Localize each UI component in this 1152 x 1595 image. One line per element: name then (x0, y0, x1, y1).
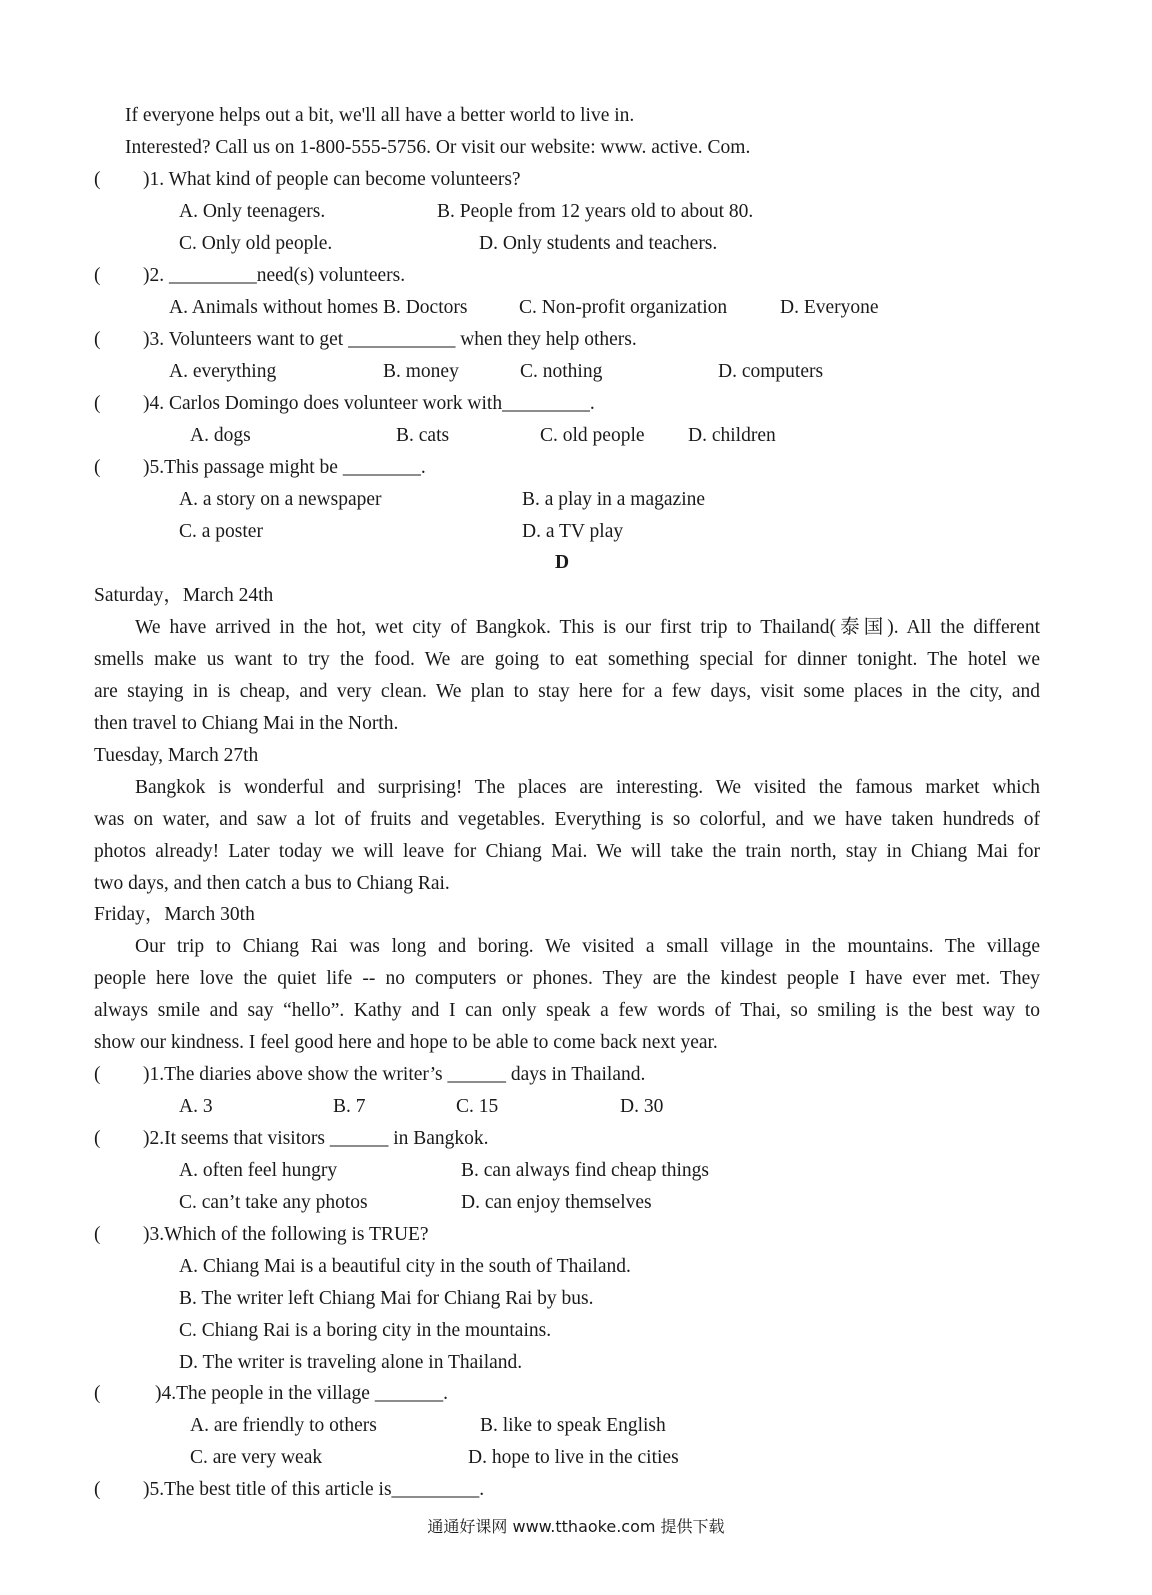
option: B. can always find cheap things (461, 1160, 710, 1181)
option: C. Chiang Rai is a boring city in the mountains. (179, 1320, 552, 1341)
diary-line: then travel to Chiang Mai in the North. (94, 713, 399, 734)
option: B. like to speak English (480, 1415, 666, 1436)
option: D. The writer is traveling alone in Thailand. (179, 1352, 523, 1373)
option: D. children (688, 425, 776, 446)
option: A. Animals without homes B. Doctors (169, 297, 468, 318)
diary-line: We have arrived in the hot, wet city of Bangkok. This is our first trip to Thailand(泰国). All the different (135, 617, 1040, 638)
diary-line: smells make us want to try the food. We are going to eat something special for dinner tonight. The hotel we (94, 649, 1040, 670)
answer-bracket: ( (94, 393, 101, 414)
question-stem: )4.The people in the village _______. (155, 1383, 448, 1404)
option: C. nothing (520, 361, 603, 382)
question-stem: )3. Volunteers want to get ___________ when they help others. (143, 329, 637, 350)
diary-line: always smile and say “hello”. Kathy and I can only speak a few words of Thai, so smiling is the best way to (94, 1000, 1040, 1021)
diary-line: was on water, and saw a lot of fruits and vegetables. Everything is so colorful, and we have taken hundreds of (94, 809, 1040, 830)
answer-bracket: ( (94, 1128, 101, 1149)
section-heading: D (555, 552, 570, 573)
option: D. 30 (620, 1096, 664, 1117)
question-stem: )4. Carlos Domingo does volunteer work with_________. (143, 393, 595, 414)
option: D. computers (718, 361, 824, 382)
diary-line: show our kindness. I feel good here and hope to be able to come back next year. (94, 1032, 718, 1053)
answer-bracket: ( (94, 265, 101, 286)
option: B. money (383, 361, 459, 382)
diary-line: photos already! Later today we will leave for Chiang Mai. We will take the train north, stay in Chiang Mai for (94, 841, 1040, 862)
answer-bracket: ( (94, 1064, 101, 1085)
answer-bracket: ( (94, 329, 101, 350)
question-stem: )5.The best title of this article is_________. (143, 1479, 485, 1500)
diary-line: two days, and then catch a bus to Chiang Rai. (94, 873, 450, 894)
question-stem: )1. What kind of people can become volunteers? (143, 169, 521, 190)
option: C. Non-profit organization (519, 297, 728, 318)
option: A. 3 (179, 1096, 213, 1117)
diary-date: Tuesday, March 27th (94, 745, 259, 766)
option: B. 7 (333, 1096, 366, 1117)
option: A. everything (169, 361, 277, 382)
question-stem: )3.Which of the following is TRUE? (143, 1224, 429, 1245)
option: B. cats (396, 425, 450, 446)
option: C. a poster (179, 521, 263, 542)
option: C. 15 (456, 1096, 499, 1117)
option: A. a story on a newspaper (179, 489, 382, 510)
option: D. hope to live in the cities (468, 1447, 679, 1468)
option: B. People from 12 years old to about 80. (437, 201, 754, 222)
option: A. dogs (190, 425, 251, 446)
question-stem: )5.This passage might be ________. (143, 457, 426, 478)
option: D. Only students and teachers. (479, 233, 718, 254)
option: B. The writer left Chiang Mai for Chiang Rai by bus. (179, 1288, 594, 1309)
option: D. Everyone (780, 297, 879, 318)
diary-date: Friday，March 30th (94, 904, 255, 925)
option: A. are friendly to others (190, 1415, 377, 1436)
option: C. can’t take any photos (179, 1192, 368, 1213)
answer-bracket: ( (94, 169, 101, 190)
passage-line: If everyone helps out a bit, we'll all have a better world to live in. (125, 105, 635, 126)
diary-line: are staying in is cheap, and very clean. We plan to stay here for a few days, visit some places in the city, and (94, 681, 1040, 702)
option: A. often feel hungry (179, 1160, 338, 1181)
diary-date: Saturday，March 24th (94, 585, 274, 606)
diary-line: Our trip to Chiang Rai was long and boring. We visited a small village in the mountains. The village (135, 936, 1040, 957)
answer-bracket: ( (94, 457, 101, 478)
option: A. Chiang Mai is a beautiful city in the south of Thailand. (179, 1256, 631, 1277)
option: B. a play in a magazine (522, 489, 706, 510)
passage-line: Interested? Call us on 1-800-555-5756. Or visit our website: www. active. Com. (125, 137, 751, 158)
answer-bracket: ( (94, 1383, 101, 1404)
question-stem: )2. _________need(s) volunteers. (143, 265, 406, 286)
diary-line: people here love the quiet life -- no computers or phones. They are the kindest people I have ever met. They (94, 968, 1040, 989)
option: D. can enjoy themselves (461, 1192, 652, 1213)
answer-bracket: ( (94, 1224, 101, 1245)
option: C. old people (540, 425, 645, 446)
diary-line: Bangkok is wonderful and surprising! The places are interesting. We visited the famous market which (135, 777, 1040, 798)
option: C. are very weak (190, 1447, 323, 1468)
page-footer: 通通好课网 www.tthaoke.com 提供下载 (427, 1517, 725, 1536)
option: C. Only old people. (179, 233, 333, 254)
question-stem: )1.The diaries above show the writer’s ______ days in Thailand. (143, 1064, 646, 1085)
option: D. a TV play (522, 521, 624, 542)
answer-bracket: ( (94, 1479, 101, 1500)
option: A. Only teenagers. (179, 201, 326, 222)
question-stem: )2.It seems that visitors ______ in Bangkok. (143, 1128, 489, 1149)
